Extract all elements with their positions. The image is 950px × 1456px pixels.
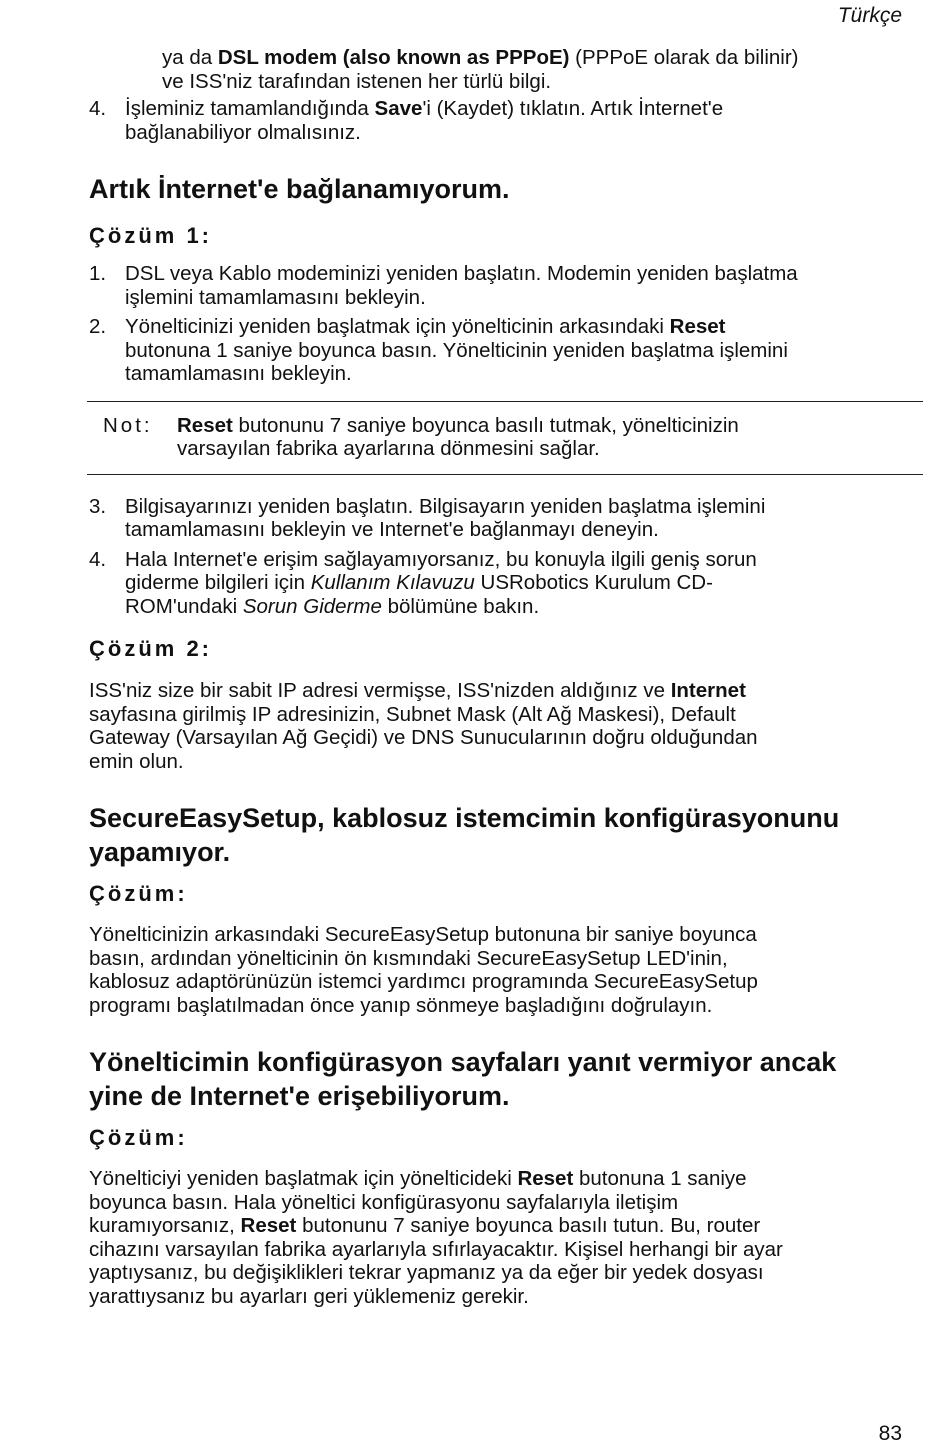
step-line: butonuna 1 saniye boyunca basın. Yönelticinin yeniden başlatma işlemini: [125, 338, 788, 362]
step-line: tamamlamasını bekleyin ve Internet'e bağlanmayı deneyin.: [125, 518, 659, 541]
page-number: 83: [878, 1422, 902, 1445]
step-number: 2.: [89, 315, 107, 338]
solution-label: Çözüm 2:: [89, 636, 212, 661]
step-line: işlemini tamamlamasını bekleyin.: [125, 285, 426, 309]
step-4-save: [89, 97, 907, 144]
document-body: [89, 46, 907, 1308]
note-bottom-divider: [87, 474, 923, 475]
intro-continuation: [89, 46, 907, 93]
step-4: [89, 548, 907, 619]
section-3-text: Yönelticiyi yeniden başlatmak için yönelticideki Reset butonuna 1 saniye boyunca basın. Hala yöneltici konfigürasyonu sayfalarıyla iletişim kuramıyorsanız, Reset butonunu 7 saniye boyunca basılı tutun. Bu, router cihazını varsayılan fabrika ayarlarıyla sıfırlayacaktır. Kişisel herhangi bir ayar yaptıysanız, bu değişiklikleri tekrar yapmanız ya da eğer bir yedek dosyası yarattıysanız bu ayarları geri yüklemeniz gerekir.: [89, 1167, 783, 1308]
note-label: Not:: [103, 413, 153, 437]
step-line: tamamlamasını bekleyin.: [125, 362, 352, 385]
step-number: 1.: [89, 262, 107, 285]
troubleshooting-reference: Sorun Giderme: [242, 594, 382, 618]
intro-line: ve ISS'niz tarafından istenen her türlü bilgi.: [162, 69, 552, 93]
step-number: 3.: [89, 494, 107, 518]
header-language: Türkçe: [837, 4, 902, 27]
solution-label: Çözüm:: [89, 1125, 188, 1150]
step-line: ROM'undaki Sorun Giderme bölümüne bakın.: [125, 594, 540, 618]
step-line: İşleminiz tamamlandığında Save'i (Kaydet) tıklatın. Artık İnternet'e: [125, 97, 724, 120]
step-line: Bilgisayarınızı yeniden başlatın. Bilgisayarın yeniden başlatma işlemini: [125, 494, 766, 518]
solution-label: Çözüm:: [89, 881, 188, 906]
note-text: Reset butonunu 7 saniye boyunca basılı tutmak, yönelticinizin varsayılan fabrika ayarlarına dönmesini sağlar.: [177, 413, 739, 460]
step-number: 4.: [89, 97, 107, 120]
section-heading-cannot-connect: Artık İnternet'e bağlanamıyorum.: [89, 174, 510, 204]
intro-line: ya da DSL modem (also known as PPPoE) (PPPoE olarak da bilinir): [162, 46, 799, 69]
step-line: bağlanabiliyor olmalısınız.: [125, 120, 361, 144]
note-box: [89, 414, 907, 461]
section-heading-config-pages: Yönelticimin konfigürasyon sayfaları yanıt vermiyor ancak yine de Internet'e erişebiliyorum.: [89, 1047, 837, 1111]
solution-2-text: ISS'niz size bir sabit IP adresi vermişse, ISS'nizden aldığınız ve Internet sayfasına girilmiş IP adresinizin, Subnet Mask (Alt Ağ Maskesi), Default Gateway (Varsayılan Ağ Geçidi) ve DNS Sunucularının doğru olduğundan emin olun.: [89, 679, 758, 773]
step-line: Hala Internet'e erişim sağlayamıyorsanız, bu konuyla ilgili geniş sorun: [125, 547, 757, 571]
step-line: giderme bilgileri için Kullanım Kılavuzu USRobotics Kurulum CD-: [125, 571, 713, 594]
step-1: [89, 262, 907, 309]
solution-label: Çözüm 1:: [89, 223, 212, 248]
step-line: Yönelticinizi yeniden başlatmak için yönelticinin arkasındaki Reset: [125, 315, 726, 338]
manual-reference: Kullanım Kılavuzu: [310, 571, 475, 594]
step-number: 4.: [89, 547, 107, 571]
step-2: [89, 315, 907, 386]
step-line: DSL veya Kablo modeminizi yeniden başlatın. Modemin yeniden başlatma: [125, 262, 798, 285]
step-3: [89, 495, 907, 542]
note-top-divider: [87, 401, 923, 402]
section-2-text: Yönelticinizin arkasındaki SecureEasySetup butonuna bir saniye boyunca basın, ardından yönelticinin ön kısmındaki SecureEasySetup LED'inin, kablosuz adaptörünüzün istemci yardımcı programında SecureEasySetup programı başlatılmadan önce yanıp sönmeye başladığını doğrulayın.: [89, 923, 758, 1017]
section-heading-secureeasysetup: SecureEasySetup, kablosuz istemcimin konfigürasyonunu yapamıyor.: [89, 803, 840, 867]
